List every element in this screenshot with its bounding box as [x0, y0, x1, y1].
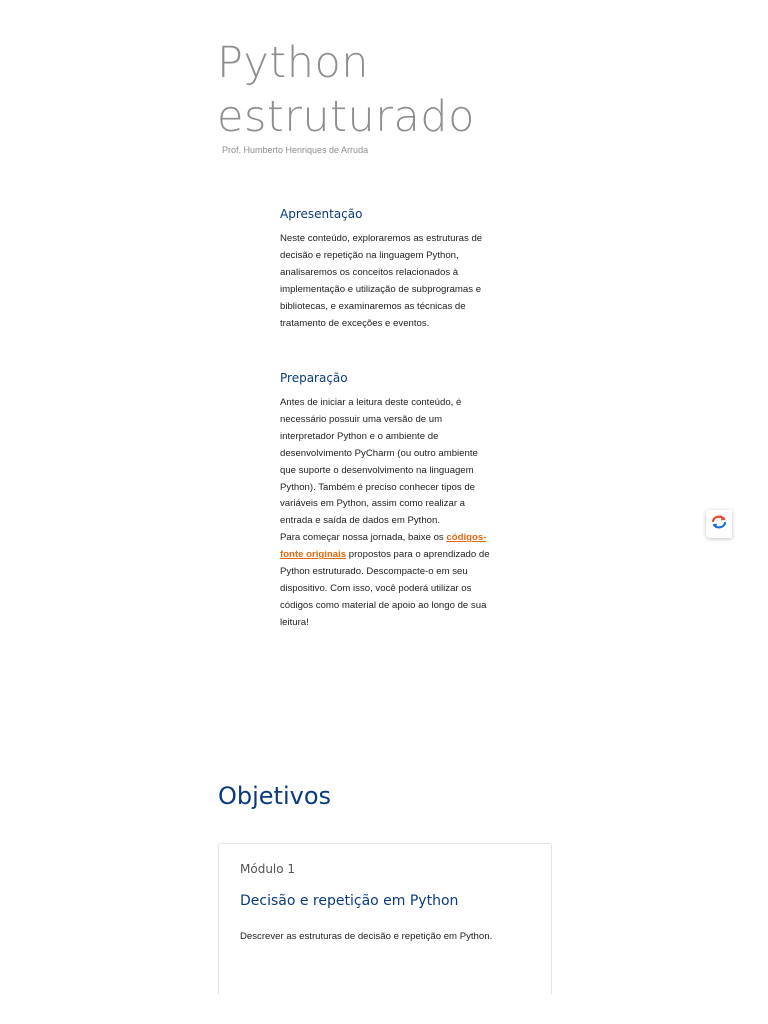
- floating-refresh-button[interactable]: [706, 510, 732, 538]
- author-name: Prof. Humberto Henriques de Arruda: [222, 145, 369, 155]
- preparacao-heading: Preparação: [280, 371, 348, 385]
- apresentacao-text: Neste conteúdo, exploraremos as estruturas de decisão e repetição na linguagem Python, analisaremos os conceitos relacionados à implementação e utilização de subprogramas e bibliotecas, e examinaremos as técnicas de tratamento de exceções e eventos.: [280, 233, 483, 329]
- objetivos-heading: Objetivos: [218, 782, 332, 810]
- download-text-after: propostos para o aprendizado de Python estruturado. Descompacte-o em seu dispositivo. Com isso, você poderá utilizar os códigos como material de apoio ao longo de sua leitura!: [280, 549, 490, 628]
- preparacao-text: Antes de iniciar a leitura deste conteúdo, é necessário possuir uma versão de um interpretador Python e o ambiente de desenvolvimento PyCharm (ou outro ambiente que suporte o desenvolvimento na linguagem Python). Também é preciso conhecer tipos de variáveis em Python, assim como realizar a entrada e saída de dados em Python.: [280, 397, 478, 527]
- module-card[interactable]: [218, 843, 552, 994]
- preparacao-section: [280, 370, 495, 632]
- download-text-before: Para começar nossa jornada, baixe os: [280, 532, 447, 544]
- apresentacao-heading: Apresentação: [280, 207, 363, 221]
- source-code-download-link[interactable]: códigos-fonte originais: [280, 532, 487, 561]
- page-title-line1: Python: [217, 38, 370, 88]
- apresentacao-section: [280, 206, 495, 332]
- module-title: Decisão e repetição em Python: [240, 893, 459, 909]
- refresh-arrows-icon: [710, 514, 728, 534]
- module-label: Módulo 1: [240, 862, 296, 876]
- module-description: Descrever as estruturas de decisão e repetição em Python.: [240, 931, 493, 942]
- page-title: [217, 36, 557, 144]
- preparacao-download-text: [280, 530, 495, 631]
- page-title-line2: estruturado: [217, 92, 475, 142]
